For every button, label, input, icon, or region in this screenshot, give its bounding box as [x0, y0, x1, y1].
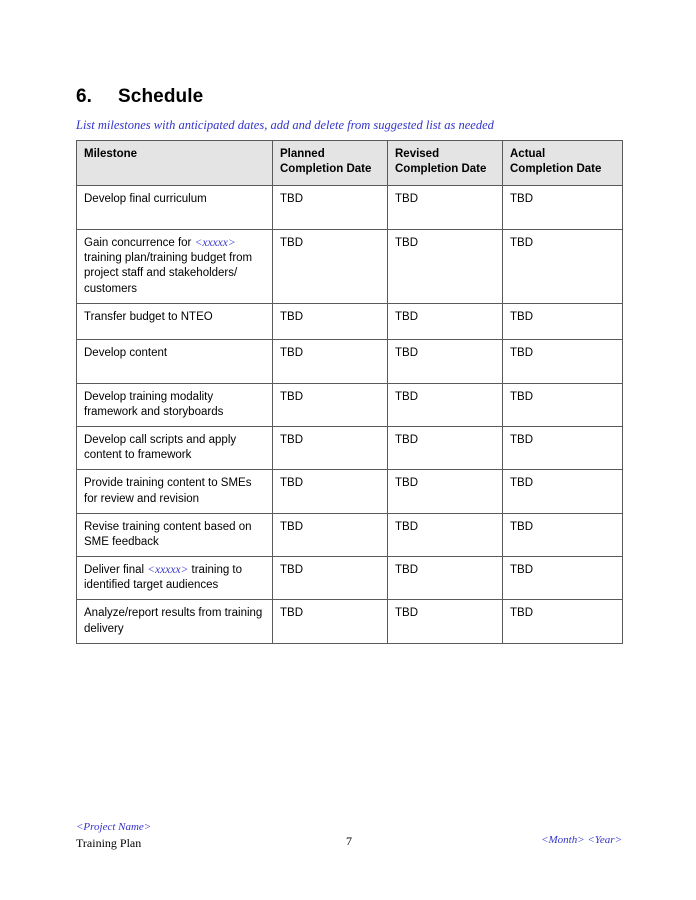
- cell-actual: TBD: [503, 600, 623, 643]
- cell-actual: TBD: [503, 470, 623, 513]
- cell-revised: TBD: [388, 303, 503, 339]
- table-body: [77, 186, 623, 644]
- cell-milestone: Gain concurrence for <xxxxx> training plan/training budget from project staff and stakeholders/ customers: [77, 230, 273, 304]
- table-row: [77, 303, 623, 339]
- cell-revised: TBD: [388, 339, 503, 383]
- table-row: [77, 513, 623, 556]
- column-header-line: Completion Date: [510, 163, 602, 176]
- schedule-table-container: [76, 140, 622, 644]
- table-header-row: [77, 141, 623, 186]
- cell-planned: TBD: [273, 470, 388, 513]
- cell-planned: TBD: [273, 186, 388, 230]
- column-header-line: Actual: [510, 148, 546, 160]
- schedule-table: [76, 140, 623, 644]
- column-header-2: [388, 141, 503, 186]
- cell-milestone: Develop training modality framework and storyboards: [77, 383, 273, 426]
- cell-planned: TBD: [273, 557, 388, 600]
- table-row: [77, 427, 623, 470]
- cell-revised: TBD: [388, 230, 503, 304]
- cell-planned: TBD: [273, 339, 388, 383]
- cell-milestone: Develop call scripts and apply content to framework: [77, 427, 273, 470]
- page-footer: [76, 820, 622, 860]
- cell-planned: TBD: [273, 427, 388, 470]
- cell-planned: TBD: [273, 600, 388, 643]
- table-row: [77, 600, 623, 643]
- cell-milestone: Develop final curriculum: [77, 186, 273, 230]
- column-header-line: Completion Date: [280, 163, 372, 176]
- cell-actual: TBD: [503, 383, 623, 426]
- footer-project-name: <Project Name>: [76, 821, 152, 833]
- placeholder-token: <xxxxx>: [194, 237, 236, 249]
- table-row: [77, 557, 623, 600]
- cell-actual: TBD: [503, 186, 623, 230]
- cell-revised: TBD: [388, 557, 503, 600]
- cell-revised: TBD: [388, 383, 503, 426]
- section-title: Schedule: [118, 86, 204, 107]
- instruction-text: List milestones with anticipated dates, add and delete from suggested list as needed: [76, 118, 494, 132]
- cell-actual: TBD: [503, 513, 623, 556]
- cell-actual: TBD: [503, 339, 623, 383]
- cell-milestone: Develop content: [77, 339, 273, 383]
- column-header-0: [77, 141, 273, 186]
- cell-revised: TBD: [388, 186, 503, 230]
- footer-page-number: 7: [346, 834, 352, 848]
- cell-milestone: Revise training content based on SME feedback: [77, 513, 273, 556]
- table-header: [77, 141, 623, 186]
- cell-actual: TBD: [503, 303, 623, 339]
- cell-actual: TBD: [503, 557, 623, 600]
- column-header-3: [503, 141, 623, 186]
- table-row: [77, 230, 623, 304]
- table-row: [77, 339, 623, 383]
- column-header-line: Completion Date: [395, 163, 487, 176]
- cell-planned: TBD: [273, 383, 388, 426]
- footer-document-name: Training Plan: [76, 835, 142, 850]
- column-header-line: Revised: [395, 148, 440, 160]
- table-row: [77, 470, 623, 513]
- cell-revised: TBD: [388, 470, 503, 513]
- cell-milestone: Transfer budget to NTEO: [77, 303, 273, 339]
- table-row: [77, 186, 623, 230]
- cell-milestone: Analyze/report results from training delivery: [77, 600, 273, 643]
- column-header-line: Planned: [280, 148, 325, 160]
- cell-planned: TBD: [273, 513, 388, 556]
- cell-actual: TBD: [503, 427, 623, 470]
- section-number: 6.: [76, 86, 93, 107]
- cell-revised: TBD: [388, 600, 503, 643]
- placeholder-token: <xxxxx>: [147, 564, 189, 577]
- column-header-1: [273, 141, 388, 186]
- cell-milestone: Provide training content to SMEs for review and revision: [77, 470, 273, 513]
- cell-revised: TBD: [388, 427, 503, 470]
- cell-planned: TBD: [273, 230, 388, 304]
- cell-actual: TBD: [503, 230, 623, 304]
- page-title: [76, 86, 203, 108]
- cell-revised: TBD: [388, 513, 503, 556]
- footer-date: <Month> <Year>: [541, 834, 622, 846]
- table-row: [77, 383, 623, 426]
- column-header-line: Milestone: [84, 148, 138, 160]
- cell-planned: TBD: [273, 303, 388, 339]
- cell-milestone: Deliver final <xxxxx> training to identified target audiences: [77, 557, 273, 600]
